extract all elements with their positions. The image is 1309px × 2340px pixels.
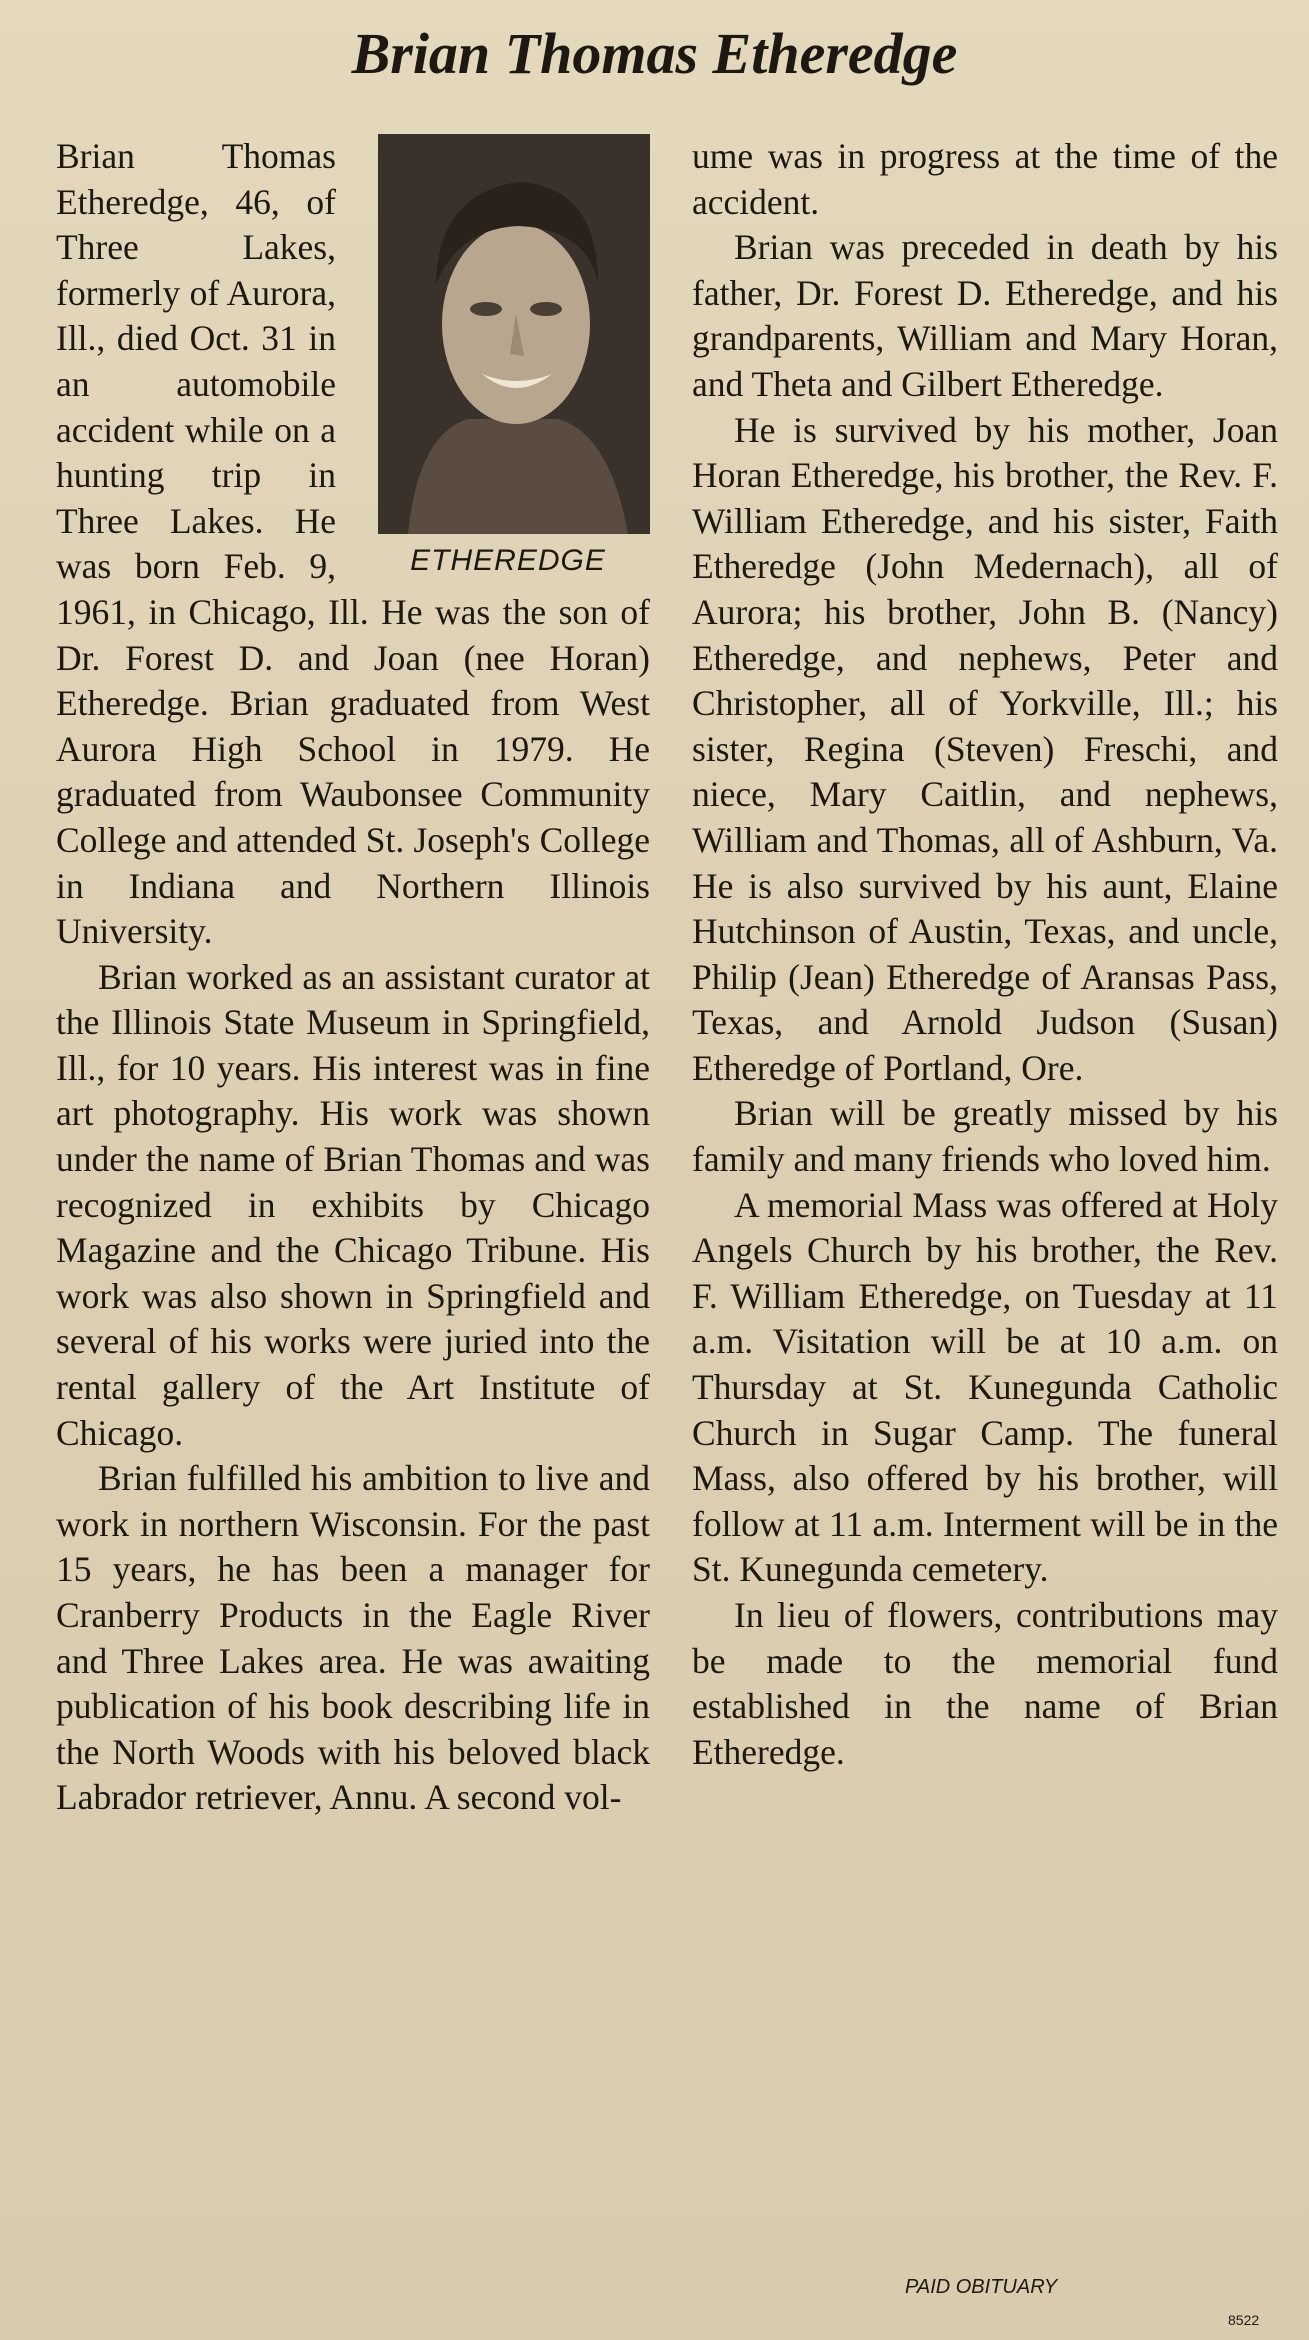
paragraph-survived: He is survived by his mother, Joan Horan Etheredge, his brother, the Rev. F. William Etheredge, and his sister, Faith Etheredge (John Medernach), all of Aurora; his brother, John B. (Nancy) Etheredge, and nephews, Peter and Christopher, all of Yorkville, Ill.; his sister, Regina (Steven) Freschi, and niece, Mary Caitlin, and nephews, William and Thomas, all of Ashburn, Va. He is also survived by his aunt, Elaine Hutchinson of Austin, Texas, and uncle, Philip (Jean) Etheredge of Aransas Pass, Texas, and Arnold Judson (Susan) Etheredge of Portland, Ore. [692, 409, 1278, 1088]
portrait-figure [366, 134, 650, 577]
photo-caption: ETHEREDGE [410, 544, 606, 577]
paragraph-services: A memorial Mass was offered at Holy Angels Church by his brother, the Rev. F. William Etheredge, on Tuesday at 11 a.m. Visitation will be at 10 a.m. on Thursday at St. Kunegunda Catholic Church in Sugar Camp. The funeral Mass, also offered by his brother, will follow at 11 a.m. Interment will be in the St. Kunegunda cemetery. [692, 1184, 1278, 1590]
paid-obituary-label: PAID OBITUARY [905, 2276, 1058, 2298]
portrait-photo [378, 134, 650, 534]
paragraph-career: Brian worked as an assistant curator at the Illinois State Museum in Springfield, Ill., for 10 years. His interest was in fine art photography. His work was shown under the name of Brian Thomas and was recognized in exhibits by Chicago Magazine and the Chicago Tribune. His work was also shown in Springfield and several of his works were juried into the rental gallery of the Art Institute of Chicago. [56, 956, 650, 1453]
left-column [56, 134, 650, 1821]
paragraph-wisconsin: Brian fulfilled his ambition to live and work in northern Wisconsin. For the past 15 years, he has been a manager for Cranberry Products in the Eagle River and Three Lakes area. He was awaiting publication of his book describing life in the North Woods with his beloved black Labrador retriever, Annu. A second vol- [56, 1458, 650, 1818]
paragraph-intro: Brian Thomas Etheredge, 46, of Three Lakes, formerly of Aurora, Ill., died Oct. 31 in an automobile accident while on a hunting trip in Three Lakes. He was born Feb. 9, 1961, in Chicago, Ill. He was the son of Dr. Forest D. and Joan (nee Horan) Etheredge. Brian graduated from West Aurora High School in 1979. He graduated from Waubonsee Community College and attended St. Joseph's College in Indiana and Northern Illinois University. [56, 136, 650, 952]
portrait-silhouette [378, 134, 650, 534]
clipping-code: 8522 [1228, 2312, 1260, 2328]
paragraph-continuation: ume was in progress at the time of the accident. [692, 136, 1278, 222]
paragraph-missed: Brian will be greatly missed by his family and many friends who loved him. [692, 1093, 1278, 1180]
right-column [692, 134, 1278, 1775]
paragraph-preceded: Brian was preceded in death by his father, Dr. Forest D. Etheredge, and his grandparents, William and Mary Horan, and Theta and Gilbert Etheredge. [692, 227, 1278, 404]
paragraph-memorials: In lieu of flowers, contributions may be made to the memorial fund established in the name of Brian Etheredge. [692, 1595, 1278, 1772]
obituary-headline: Brian Thomas Etheredge [351, 21, 958, 86]
